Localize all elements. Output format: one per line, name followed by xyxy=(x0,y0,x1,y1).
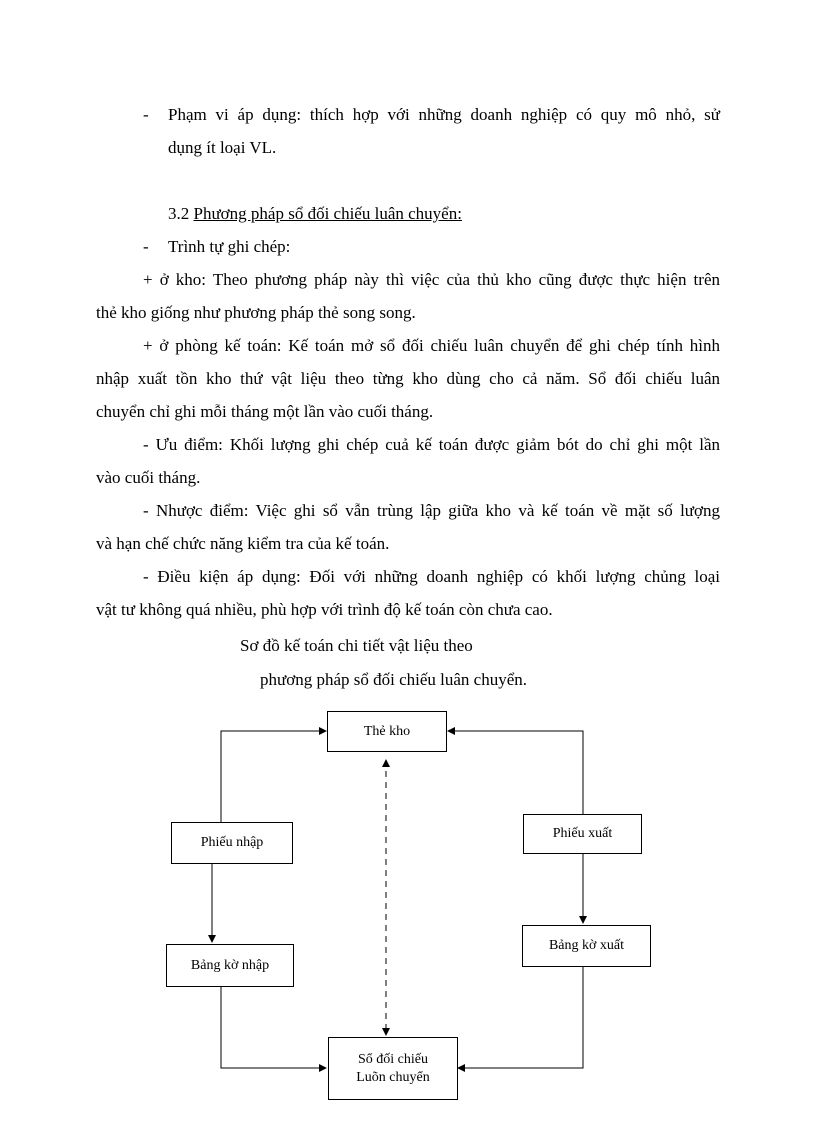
diagram-caption: Sơ đồ kế toán chi tiết vật liệu theo xyxy=(240,636,473,655)
so-doi-chieu-label: Luõn chuyển xyxy=(356,1069,430,1085)
dieu-kien-line: - Điều kiện áp dụng: Đối với những doanh nghiệp có khối lượng chủng loại xyxy=(143,567,720,586)
ketoan-text-line: nhập xuất tồn kho thứ vật liệu theo từng kho dùng cho cả năm. Sổ đối chiếu luân xyxy=(96,369,720,388)
the-kho-box xyxy=(327,711,447,752)
bang-ke-xuat-label: Bảng kờ xuất xyxy=(548,938,625,953)
phieu-xuat-box xyxy=(523,814,642,854)
bang-ke-xuat-box xyxy=(522,925,651,967)
uu-diem-line: - Ưu điểm: Khối lượng ghi chép cuả kế toán được giảm bót do chỉ ghi một lần xyxy=(143,435,720,454)
connector-bangkenhap-to-so xyxy=(221,987,326,1068)
so-doi-chieu-label: Sổ đối chiếu xyxy=(358,1051,428,1067)
list-dash: - xyxy=(143,237,149,256)
order-title: Trình tự ghi chép: xyxy=(168,237,291,256)
phieu-nhap-label: Phiếu nhập xyxy=(200,835,264,850)
phieu-nhap-box xyxy=(171,822,293,864)
so-doi-chieu-box xyxy=(328,1037,458,1100)
connector-xuat-to-thekho xyxy=(448,731,583,814)
kho-text-line: + ở kho: Theo phương pháp này thì việc của thủ kho cũng được thực hiện trên xyxy=(143,270,720,289)
ketoan-text-line: + ở phòng kế toán: Kế toán mở sổ đối chiếu luân chuyển để ghi chép tính hình xyxy=(143,336,720,355)
kho-text-line: thẻ kho giống như phương pháp thẻ song song. xyxy=(96,303,416,322)
section-title: Phương pháp sổ đối chiếu luân chuyển: xyxy=(193,204,462,223)
connector-bangkexuat-to-so xyxy=(458,966,583,1068)
the-kho-label: Thẻ kho xyxy=(363,723,411,739)
section-number: 3.2 xyxy=(168,204,190,223)
phieu-xuat-label: Phiếu xuất xyxy=(552,826,613,841)
nhuoc-diem-line: và hạn chế chức năng kiểm tra của kế toán. xyxy=(96,534,390,553)
dieu-kien-line: vật tư không quá nhiều, phù hợp với trình độ kế toán còn chưa cao. xyxy=(96,600,553,619)
bang-ke-nhap-box xyxy=(166,944,294,987)
connector-nhap-to-thekho xyxy=(221,731,326,822)
list-dash: - xyxy=(143,105,149,124)
bang-ke-nhap-label: Bảng kờ nhập xyxy=(190,957,270,973)
nhuoc-diem-line: - Nhược điểm: Việc ghi sổ vẫn trùng lập giữa kho và kế toán về mặt số lượng xyxy=(143,501,720,520)
scope-text-line: dụng ít loại VL. xyxy=(168,138,277,157)
scope-text-line: Phạm vi áp dụng: thích hợp với những doanh nghiệp có quy mô nhỏ, sử xyxy=(168,105,720,124)
diagram-caption: phương pháp sổ đối chiếu luân chuyển. xyxy=(260,670,528,689)
uu-diem-line: vào cuối tháng. xyxy=(96,468,201,487)
ketoan-text-line: chuyển chỉ ghi mỗi tháng một lần vào cuối tháng. xyxy=(96,402,434,421)
